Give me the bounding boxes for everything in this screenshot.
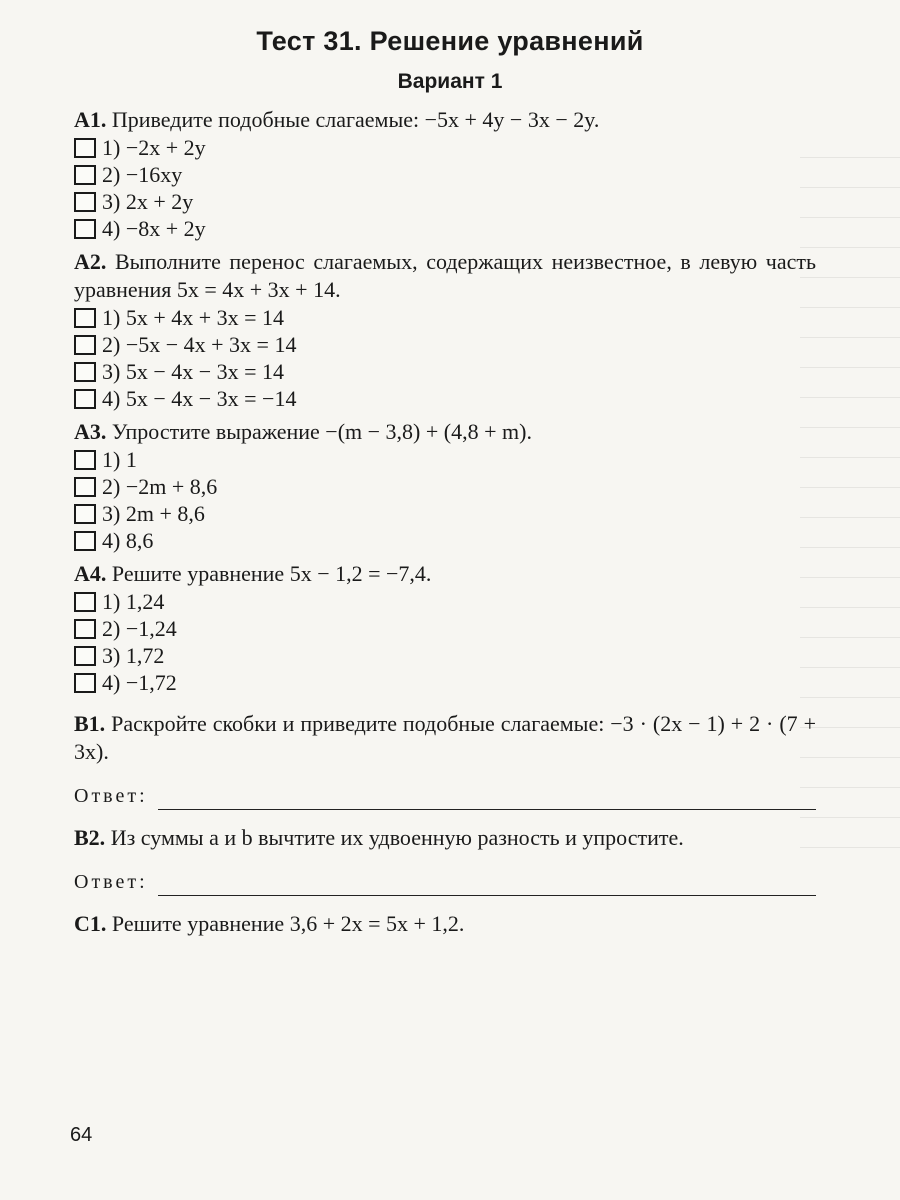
option-text: 3) 2x + 2y — [102, 188, 194, 214]
answer-line[interactable] — [158, 787, 816, 810]
answer-label: Ответ: — [74, 785, 148, 807]
variant-heading: Вариант 1 — [397, 70, 503, 93]
question-text: Решите уравнение 3,6 + 2x = 5x + 1,2. — [111, 911, 465, 936]
option-a4-1[interactable] — [74, 588, 816, 615]
question-label: А3. — [74, 419, 107, 444]
question-label: В1. — [74, 711, 106, 736]
option-text: 3) 2m + 8,6 — [102, 500, 205, 526]
question-a3 — [74, 418, 816, 554]
answer-line[interactable] — [158, 873, 816, 896]
option-a2-2[interactable] — [74, 331, 816, 358]
checkbox[interactable] — [74, 165, 96, 185]
option-text: 4) 5x − 4x − 3x = −14 — [102, 385, 297, 411]
question-label: С1. — [74, 911, 107, 936]
checkbox[interactable] — [74, 646, 96, 666]
option-a2-3[interactable] — [74, 358, 816, 385]
checkbox[interactable] — [74, 531, 96, 551]
option-text: 1) 1 — [102, 446, 137, 472]
answer-field-b1[interactable] — [74, 780, 816, 810]
option-a2-4[interactable] — [74, 385, 816, 412]
option-text: 4) −8x + 2y — [102, 215, 206, 241]
checkbox[interactable] — [74, 138, 96, 158]
question-a4 — [74, 560, 816, 696]
question-b1 — [74, 710, 816, 810]
checkbox[interactable] — [74, 504, 96, 524]
option-text: 3) 5x − 4x − 3x = 14 — [102, 358, 285, 384]
option-a2-1[interactable] — [74, 304, 816, 331]
question-text: Из суммы a и b вычтите их удвоенную разность и упростите. — [110, 825, 684, 850]
option-a3-2[interactable] — [74, 473, 816, 500]
question-label: А2. — [74, 249, 107, 274]
question-text: Раскройте скобки и приведите подобные слагаемые: −3 · (2x − 1) + 2 · (7 + 3x). — [74, 711, 817, 764]
checkbox[interactable] — [74, 592, 96, 612]
option-text: 4) −1,72 — [102, 669, 177, 695]
question-b2 — [74, 824, 816, 896]
option-text: 1) 1,24 — [102, 588, 165, 614]
option-text: 2) −2m + 8,6 — [102, 473, 218, 499]
option-a4-3[interactable] — [74, 642, 816, 669]
checkbox[interactable] — [74, 477, 96, 497]
checkbox[interactable] — [74, 619, 96, 639]
question-text: Упростите выражение −(m − 3,8) + (4,8 + m). — [111, 419, 532, 444]
question-label: В2. — [74, 825, 106, 850]
answer-field-b2[interactable] — [74, 866, 816, 896]
page-title: Тест 31. Решение уравнений — [256, 26, 644, 56]
question-label: А4. — [74, 561, 107, 586]
checkbox[interactable] — [74, 308, 96, 328]
option-a3-4[interactable] — [74, 527, 816, 554]
option-a1-2[interactable] — [74, 161, 816, 188]
page-number: 64 — [70, 1124, 93, 1146]
question-label: А1. — [74, 107, 107, 132]
option-text: 2) −16xy — [102, 161, 183, 187]
option-a3-3[interactable] — [74, 500, 816, 527]
answer-label: Ответ: — [74, 871, 148, 893]
question-text: Решите уравнение 5x − 1,2 = −7,4. — [111, 561, 432, 586]
option-text: 4) 8,6 — [102, 527, 154, 553]
question-text: Выполните перенос слагаемых, содержащих неизвестное, в левую часть уравнения 5x = 4x + 3x + 14. — [74, 249, 817, 302]
question-text: Приведите подобные слагаемые: −5x + 4y − 3x − 2y. — [111, 107, 600, 132]
checkbox[interactable] — [74, 192, 96, 212]
option-a1-4[interactable] — [74, 215, 816, 242]
checkbox[interactable] — [74, 673, 96, 693]
option-text: 1) −2x + 2y — [102, 134, 206, 160]
option-a4-4[interactable] — [74, 669, 816, 696]
option-text: 2) −5x − 4x + 3x = 14 — [102, 331, 297, 357]
question-c1 — [74, 910, 816, 938]
option-text: 2) −1,24 — [102, 615, 177, 641]
questions-list — [74, 106, 816, 938]
option-a3-1[interactable] — [74, 446, 816, 473]
option-text: 3) 1,72 — [102, 642, 165, 668]
question-a1 — [74, 106, 816, 242]
question-a2 — [74, 248, 816, 412]
checkbox[interactable] — [74, 219, 96, 239]
option-text: 1) 5x + 4x + 3x = 14 — [102, 304, 285, 330]
option-a4-2[interactable] — [74, 615, 816, 642]
checkbox[interactable] — [74, 335, 96, 355]
option-a1-3[interactable] — [74, 188, 816, 215]
checkbox[interactable] — [74, 389, 96, 409]
option-a1-1[interactable] — [74, 134, 816, 161]
checkbox[interactable] — [74, 362, 96, 382]
checkbox[interactable] — [74, 450, 96, 470]
